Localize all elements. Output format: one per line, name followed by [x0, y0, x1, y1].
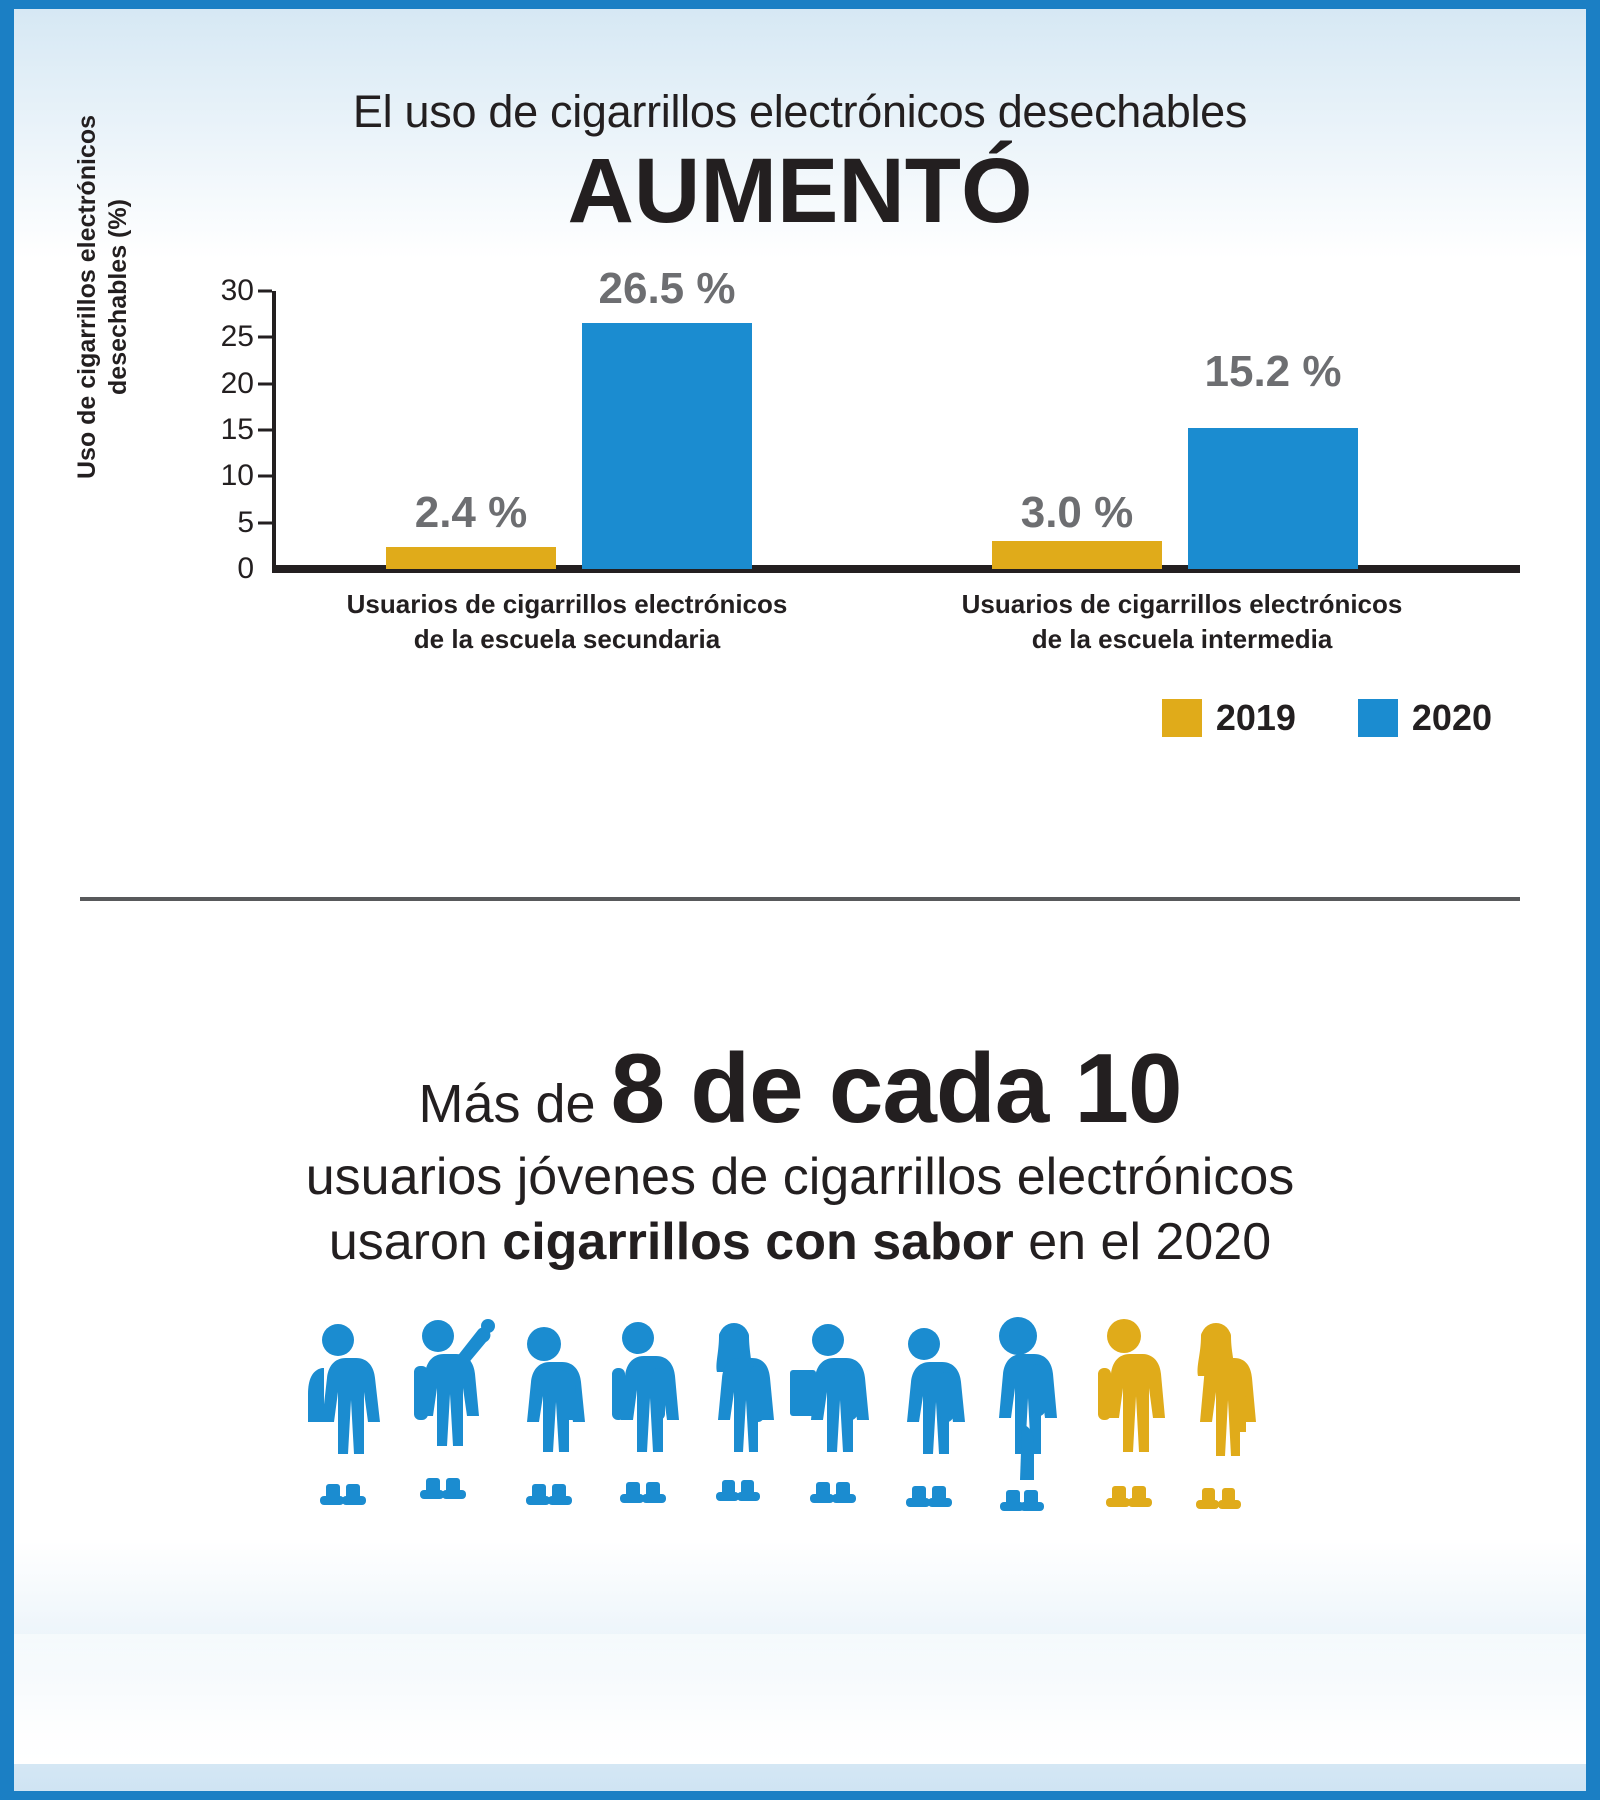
- category-labels: [272, 587, 1520, 677]
- person-icon-7: [906, 1328, 965, 1507]
- person-icon-5: [716, 1323, 774, 1501]
- y-axis-title: Uso de cigarrillos electrónicos desechables (%): [73, 115, 133, 480]
- section-divider: [80, 897, 1520, 901]
- x-axis-line: [272, 569, 1520, 573]
- person-icon-3: [526, 1327, 585, 1505]
- y-tick-label-15: 15: [220, 413, 254, 447]
- y-tick-mark-30: [258, 290, 272, 293]
- statement-block: [14, 1033, 1586, 1275]
- people-reflection: [14, 1634, 1586, 1764]
- people-blue-group: [308, 1317, 1057, 1511]
- statement-line-3-post: en el 2020: [1013, 1212, 1272, 1271]
- legend-swatch-2019-icon: [1162, 699, 1202, 737]
- y-tick-mark-20: [258, 382, 272, 385]
- y-tick-label-30: 30: [220, 274, 254, 308]
- category-label-intermedia: [882, 587, 1482, 657]
- bars-group: [276, 264, 1520, 569]
- bar-secundaria-2019[interactable]: [386, 547, 556, 569]
- bar-label-intermedia-2020: 15.2 %: [1204, 347, 1342, 397]
- y-tick-label-20: 20: [220, 366, 254, 400]
- plot-area: [220, 264, 1520, 586]
- person-icon-10: [1196, 1323, 1256, 1509]
- statement-big-number: 8 de cada 10: [610, 1033, 1182, 1143]
- person-icon-8: [999, 1317, 1057, 1511]
- y-tick-label-0: 0: [237, 552, 254, 586]
- chart-legend: [1162, 699, 1492, 737]
- category-label-intermedia-line1: Usuarios de cigarrillos electrónicos: [961, 589, 1403, 620]
- bar-secundaria-2020[interactable]: [582, 323, 752, 569]
- headline-line-1: El uso de cigarrillos electrónicos desechables: [352, 86, 1248, 137]
- legend-label-2020: 2020: [1411, 697, 1492, 739]
- bar-label-secundaria-2020: 26.5 %: [598, 264, 736, 314]
- person-icon-2: [414, 1319, 495, 1499]
- y-tick-mark-15: [258, 429, 272, 432]
- category-label-secundaria-line2: de la escuela secundaria: [413, 624, 721, 655]
- y-tick-label-25: 25: [220, 320, 254, 354]
- reflection-fade: [14, 1634, 1586, 1764]
- headline-line-2: AUMENTÓ: [567, 139, 1033, 242]
- y-tick-mark-10: [258, 475, 272, 478]
- bar-intermedia-2019[interactable]: [992, 541, 1162, 569]
- y-tick-label-5: 5: [237, 505, 254, 539]
- y-tick-mark-25: [258, 336, 272, 339]
- category-label-secundaria: [267, 587, 867, 657]
- people-pictogram: [14, 1314, 1586, 1644]
- person-icon-6: [790, 1324, 869, 1503]
- bar-intermedia-2020[interactable]: [1188, 428, 1358, 569]
- headline: [14, 9, 1586, 242]
- people-yellow-group: [1098, 1319, 1256, 1509]
- statement-line-3-pre: usaron: [328, 1212, 503, 1271]
- y-tick-label-10: 10: [220, 459, 254, 493]
- person-icon-4: [612, 1322, 679, 1503]
- bar-label-intermedia-2019: 3.0 %: [1020, 488, 1134, 538]
- bar-label-secundaria-2019: 2.4 %: [414, 488, 528, 538]
- legend-swatch-2020-icon: [1358, 699, 1398, 737]
- legend-item-2020[interactable]: [1358, 699, 1492, 737]
- legend-item-2019[interactable]: [1162, 699, 1296, 737]
- person-icon-1: [308, 1324, 380, 1505]
- y-tick-mark-5: [258, 521, 272, 524]
- statement-line-3: [14, 1210, 1586, 1275]
- statement-line-2: usuarios jóvenes de cigarrillos electrónicos: [305, 1147, 1295, 1206]
- person-icon-9: [1098, 1319, 1165, 1507]
- category-label-secundaria-line1: Usuarios de cigarrillos electrónicos: [346, 589, 788, 620]
- category-label-intermedia-line2: de la escuela intermedia: [1031, 624, 1333, 655]
- statement-line-3-bold: cigarrillos con sabor: [502, 1212, 1014, 1271]
- statement-prefix: Más de: [418, 1074, 611, 1134]
- legend-label-2019: 2019: [1215, 697, 1296, 739]
- statement-line-1: [14, 1033, 1586, 1143]
